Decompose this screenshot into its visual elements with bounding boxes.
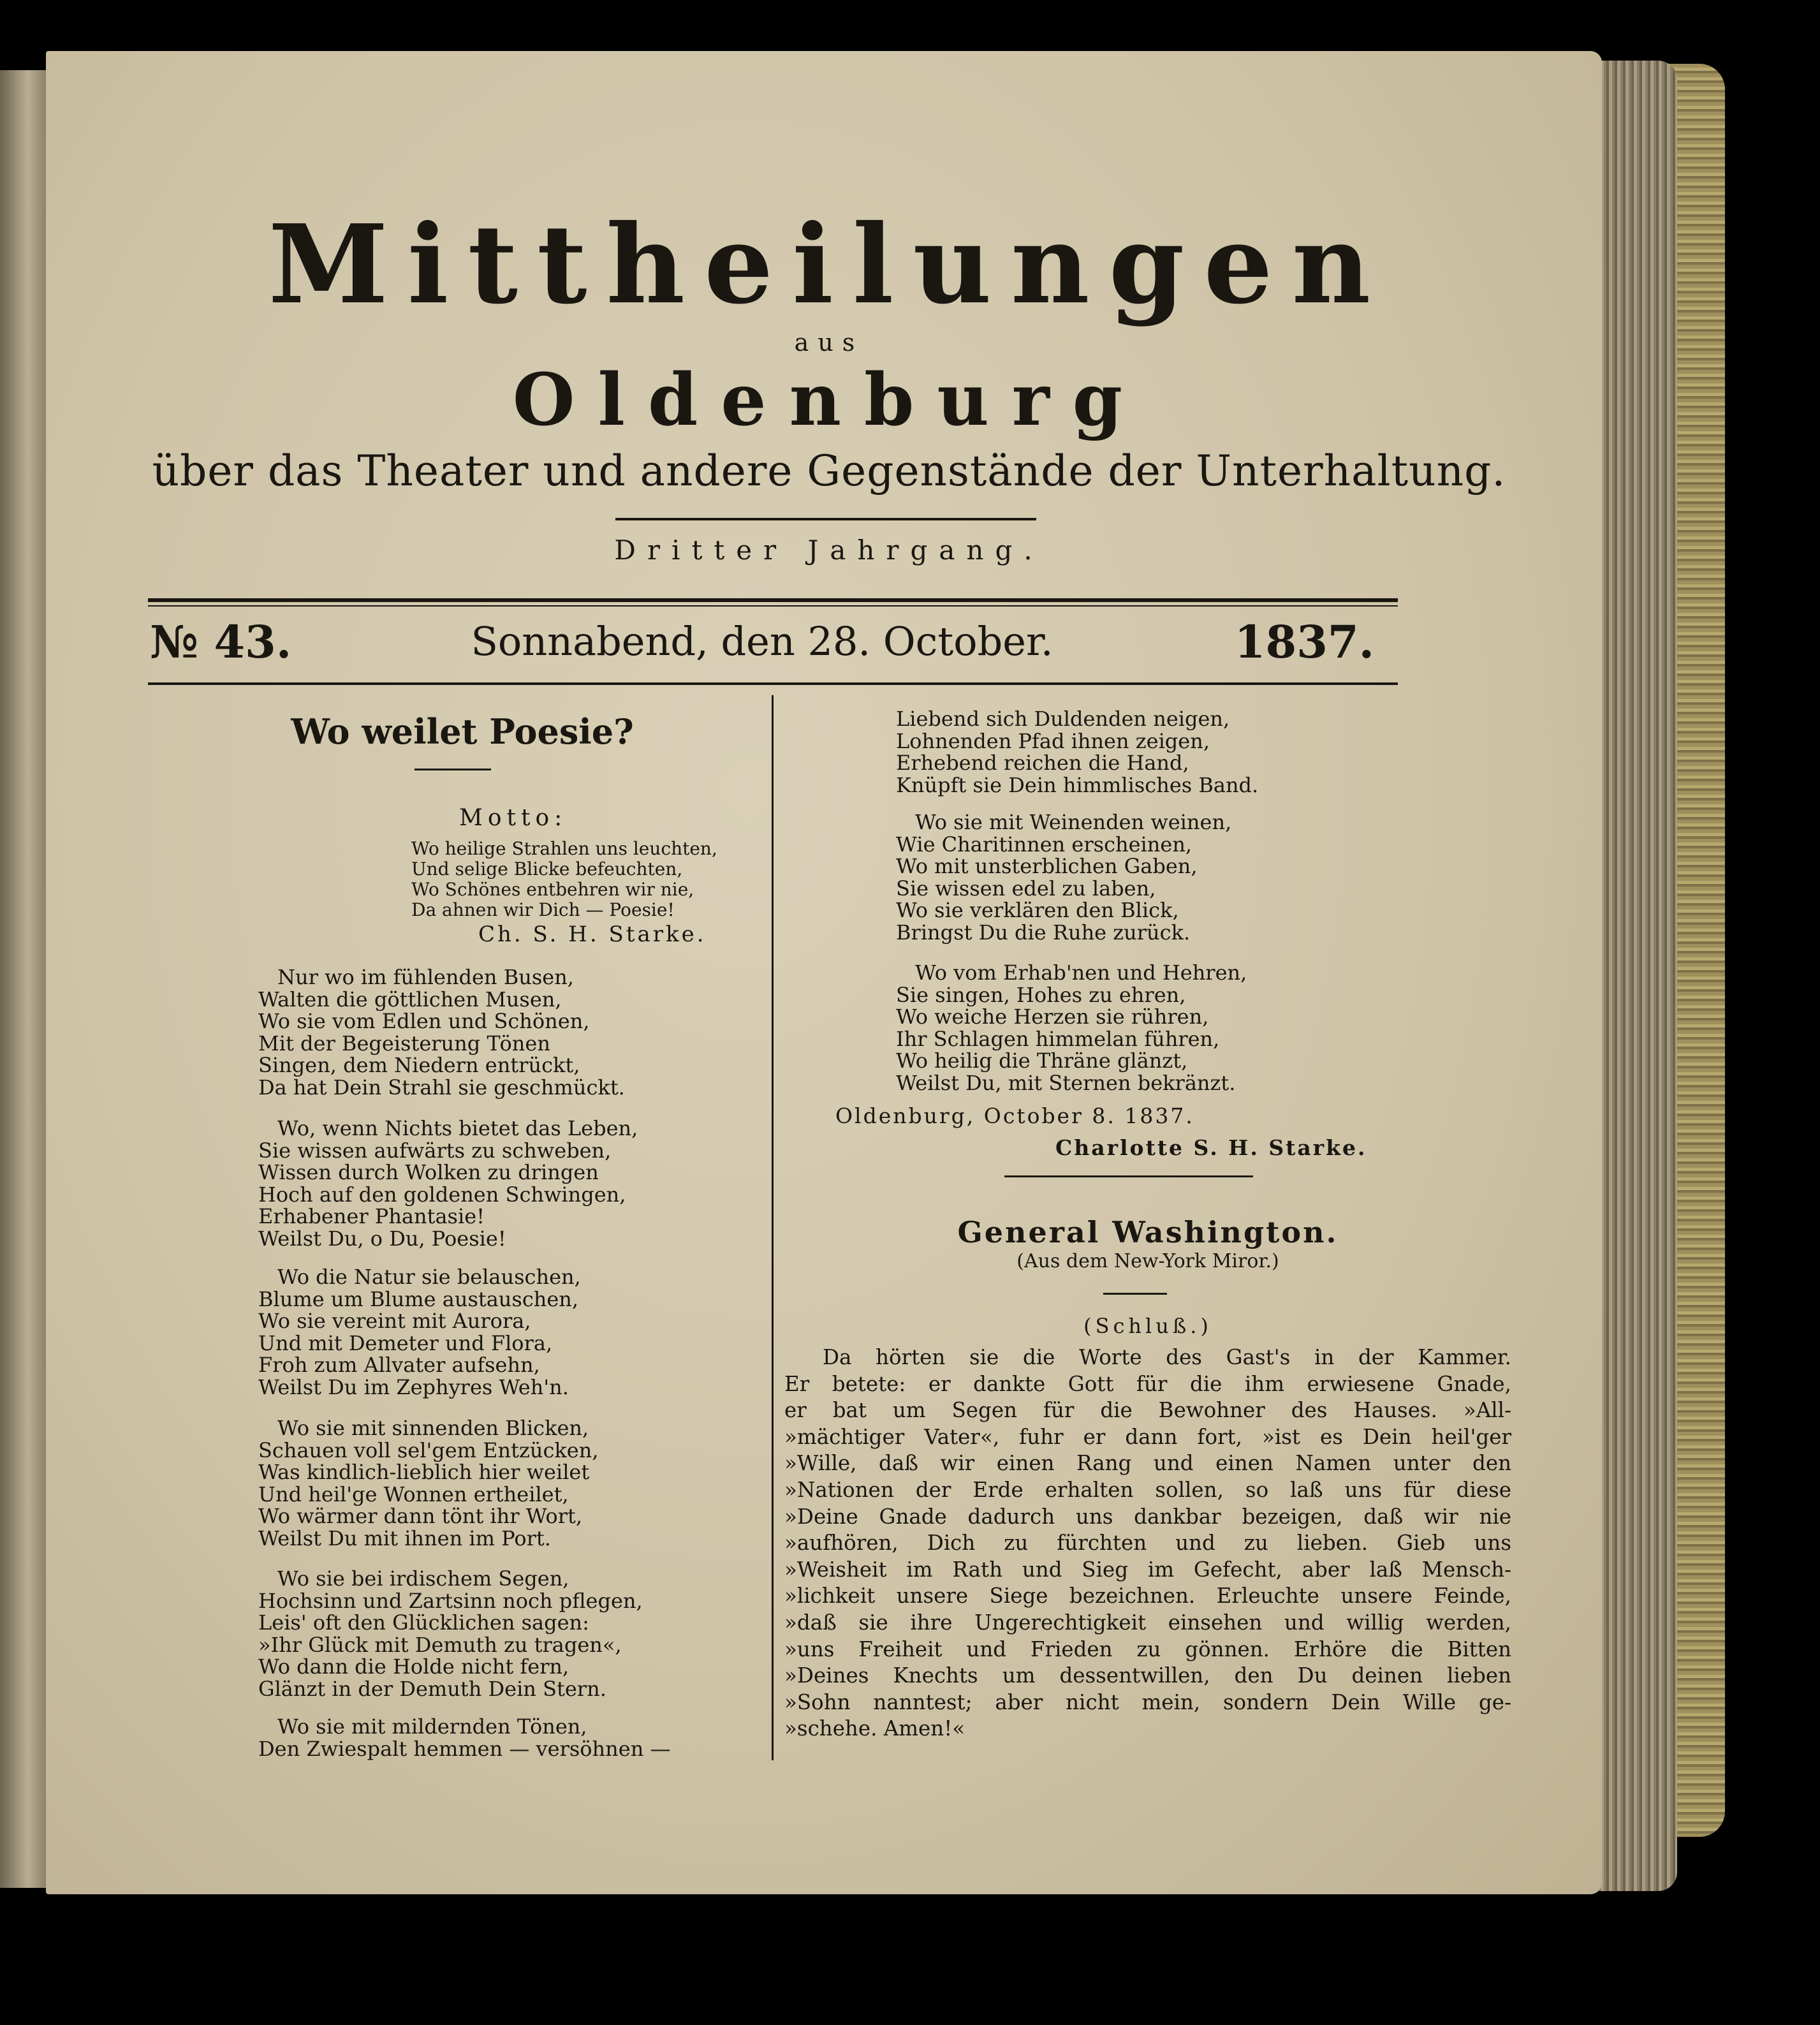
poem-line: Weilst Du mit ihnen im Port. (258, 1526, 551, 1550)
poem-line: Wo dann die Holde nicht fern, (258, 1654, 569, 1679)
masthead-city: Oldenburg (512, 358, 1146, 442)
issue-line (150, 615, 1374, 666)
motto-line: Wo heilige Strahlen uns leuchten, (411, 838, 717, 859)
poem-line: Wissen durch Wolken zu dringen (258, 1160, 599, 1184)
motto-line: Und selige Blicke befeuchten, (411, 858, 683, 880)
poem-stanza-9 (896, 962, 1247, 1094)
poem-stanza-6 (258, 1716, 670, 1760)
poem-line: Singen, dem Niedern entrückt, (258, 1053, 580, 1077)
poem-title: Wo weilet Poesie? (291, 711, 634, 752)
article-line: »Deines Knechts um dessentwillen, den Du deinen lieben (784, 1663, 1511, 1688)
poem-line: Hochsinn und Zartsinn noch pflegen, (258, 1588, 643, 1613)
poem-stanza-7 (896, 708, 1258, 796)
poem-line: Schauen voll sel'gem Entzücken, (258, 1438, 599, 1462)
poem-line: Walten die göttlichen Musen, (258, 987, 562, 1012)
article-line: »Deine Gnade dadurch uns dankbar bezeigen, daß wir nie (784, 1504, 1511, 1529)
poem-line: Nur wo im fühlenden Busen, (277, 965, 574, 989)
poem-line: Froh zum Allvater aufsehn, (258, 1353, 540, 1377)
poem-line: »Ihr Glück mit Demuth zu tragen«, (258, 1632, 622, 1657)
poem-stanza-8 (896, 811, 1231, 943)
poem-line: Wo mit unsterblichen Gaben, (896, 854, 1198, 878)
article-line: »uns Freiheit und Frieden zu gönnen. Erhöre die Bitten (784, 1637, 1511, 1661)
poem-line: Da hat Dein Strahl sie geschmückt. (258, 1075, 625, 1100)
poem-line: Bringst Du die Ruhe zurück. (896, 920, 1191, 945)
poem-stanza-4 (258, 1417, 599, 1549)
poem-line: Sie wissen aufwärts zu schweben, (258, 1138, 612, 1163)
masthead-divider (615, 518, 1036, 520)
poem-line: Wo, wenn Nichts bietet das Leben, (277, 1116, 638, 1140)
poem-line: Wo heilig die Thräne glänzt, (896, 1049, 1188, 1073)
poem-line: Leis' oft den Glücklichen sagen: (258, 1610, 589, 1635)
poem-line: Weilst Du im Zephyres Weh'n. (258, 1374, 569, 1399)
poem-line: Erhabener Phantasie! (258, 1204, 485, 1228)
volume-label: Dritter Jahrgang. (614, 534, 1044, 566)
article-line: »Nationen der Erde erhalten sollen, so laß uns für diese (784, 1477, 1511, 1502)
article-part-label: (Schluß.) (1083, 1314, 1212, 1338)
motto-line: Wo Schönes entbehren wir nie, (411, 879, 694, 900)
poem-line: Weilst Du, o Du, Poesie! (258, 1226, 506, 1251)
article-line: »lichkeit unsere Siege bezeichnen. Erleuchte unsere Feinde, (784, 1584, 1511, 1609)
facing-page-edge (0, 70, 46, 1888)
article-title-divider (1103, 1293, 1167, 1295)
poem-line: Wo sie vom Edlen und Schönen, (258, 1009, 590, 1033)
poem-line: Ihr Schlagen himmelan führen, (896, 1026, 1220, 1051)
poem-line: Wo sie mit sinnenden Blicken, (277, 1416, 589, 1440)
poem-line: Sie singen, Hohes zu ehren, (896, 982, 1186, 1007)
poem-line: Wo sie verklären den Blick, (896, 898, 1179, 922)
article-line: Er betete: er dankte Gott für die ihm erwiesene Gnade, (784, 1371, 1511, 1396)
motto (411, 839, 717, 920)
poem-line: Wo sie mit Weinenden weinen, (915, 810, 1232, 834)
issue-year: 1837. (1234, 615, 1374, 668)
masthead-subtitle: über das Theater und andere Gegenstände der Unterhaltung. (152, 446, 1506, 496)
poem-line: Wo sie vereint mit Aurora, (258, 1309, 531, 1333)
motto-line: Da ahnen wir Dich — Poesie! (411, 899, 675, 920)
article-line: »Weisheit im Rath und Sieg im Gefecht, aber laß Mensch- (784, 1557, 1511, 1582)
header-rule-thin (148, 605, 1398, 607)
article-line: »Wille, daß wir einen Rang und einen Namen unter den (784, 1451, 1511, 1476)
article-line: er bat um Segen für die Bewohner des Hauses. »All- (784, 1398, 1511, 1423)
poem-line: Und heil'ge Wonnen ertheilet, (258, 1482, 569, 1506)
article-line: »aufhören, Dich zu fürchten und zu lieben. Gieb uns (784, 1531, 1511, 1556)
poem-stanza-2 (258, 1117, 638, 1249)
poem-line: Was kindlich-lieblich hier weilet (258, 1460, 590, 1484)
article-source: (Aus dem New-York Miror.) (1016, 1250, 1279, 1272)
poem-line: Mit der Begeisterung Tönen (258, 1031, 550, 1056)
motto-label: Motto: (459, 805, 568, 831)
poem-line: Erhebend reichen die Hand, (896, 751, 1189, 775)
poem-line: Wo sie mit mildernden Tönen, (277, 1714, 587, 1739)
issue-rule (148, 682, 1398, 685)
poem-line: Knüpft sie Dein himmlisches Band. (896, 772, 1259, 797)
poem-line: Wo die Natur sie belauschen, (277, 1265, 581, 1289)
poem-place-date: Oldenburg, October 8. 1837. (835, 1103, 1194, 1128)
poem-line: Glänzt in der Demuth Dein Stern. (258, 1676, 606, 1701)
poem-title-divider (415, 769, 491, 770)
section-divider (1004, 1175, 1253, 1177)
masthead-title: Mittheilungen (268, 201, 1390, 328)
article-line: »Sohn nanntest; aber nicht mein, sondern Dein Wille ge- (784, 1690, 1511, 1714)
poem-line: Weilst Du, mit Sternen bekränzt. (896, 1070, 1236, 1095)
poem-stanza-5 (258, 1568, 643, 1700)
masthead-aus: aus (794, 328, 864, 357)
poem-line: Wo sie bei irdischem Segen, (277, 1566, 569, 1591)
article-body (784, 1344, 1511, 1742)
poem-line: Sie wissen edel zu laben, (896, 876, 1156, 901)
poem-line: Blume um Blume austauschen, (258, 1286, 579, 1311)
article-line: Da hörten sie die Worte des Gast's in der Kammer. (823, 1345, 1511, 1369)
poem-stanza-1 (258, 966, 625, 1098)
issue-number: № 43. (150, 615, 292, 668)
article-line: »schehe. Amen!« (784, 1716, 965, 1741)
poem-stanza-3 (258, 1266, 581, 1398)
poem-line: Den Zwiespalt hemmen — versöhnen — (258, 1736, 671, 1761)
header-rule-thick (148, 598, 1398, 602)
poem-author: Charlotte S. H. Starke. (1055, 1135, 1367, 1160)
poem-line: Lohnenden Pfad ihnen zeigen, (896, 728, 1210, 753)
issue-date: Sonnabend, den 28. October. (471, 618, 1053, 665)
motto-author: Ch. S. H. Starke. (478, 922, 707, 947)
poem-line: Liebend sich Duldenden neigen, (896, 707, 1230, 731)
poem-line: Wie Charitinnen erscheinen, (896, 832, 1193, 857)
article-line: »mächtiger Vater«, fuhr er dann fort, »ist es Dein heil'ger (784, 1424, 1511, 1449)
poem-line: Wo wärmer dann tönt ihr Wort, (258, 1504, 583, 1528)
poem-line: Wo weiche Herzen sie rühren, (896, 1005, 1209, 1029)
poem-line: Und mit Demeter und Flora, (258, 1330, 553, 1355)
poem-line: Wo vom Erhab'nen und Hehren, (915, 961, 1247, 985)
poem-line: Hoch auf den goldenen Schwingen, (258, 1182, 626, 1207)
article-line: »daß sie ihre Ungerechtigkeit einsehen und willig werden, (784, 1610, 1511, 1635)
article-title: General Washington. (957, 1215, 1339, 1249)
